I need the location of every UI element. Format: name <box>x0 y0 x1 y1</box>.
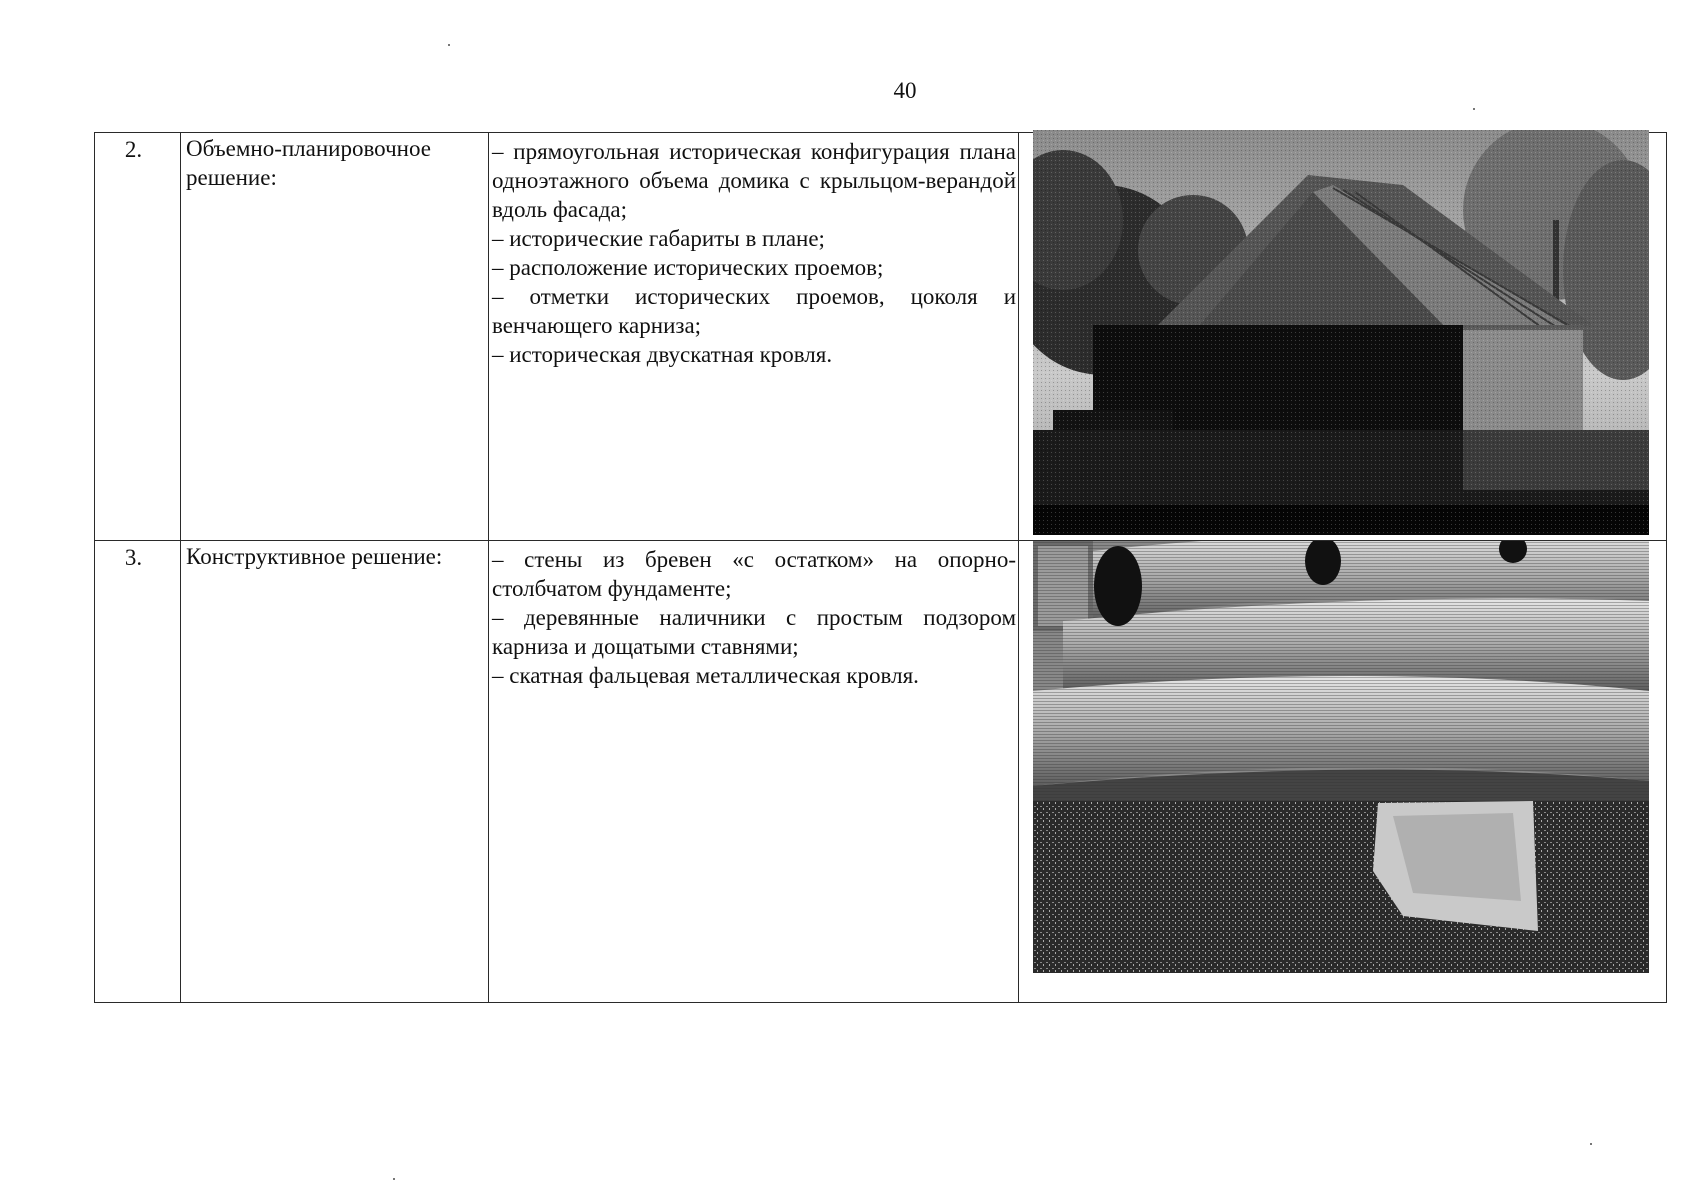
row-number: 3. <box>124 545 143 570</box>
feature-name-cell: Конструктивное решение: <box>181 541 489 1003</box>
list-item: – деревянные наличники с простым подзором карниза и дощатыми ставнями; <box>492 605 1016 659</box>
feature-description-cell <box>489 133 1019 541</box>
row-number-cell <box>95 541 181 1003</box>
log-wall-photo-icon <box>1033 541 1649 973</box>
feature-description-cell <box>489 541 1019 1003</box>
list-item: – исторические габариты в плане; <box>492 226 825 251</box>
page-number: 40 <box>893 78 917 103</box>
table-row <box>95 541 1667 1003</box>
list-item: – стены из бревен «с остатком» на опорно-столбчатом фундаменте; <box>492 547 1016 601</box>
photo-cell <box>1019 133 1667 541</box>
list-item: – историческая двускатная кровля. <box>492 342 833 367</box>
row-number-cell <box>95 133 181 541</box>
protected-features-table <box>94 132 1667 1003</box>
house-photo-icon <box>1033 130 1649 535</box>
feature-name-cell: Объемно-планировочное решение: <box>181 133 489 541</box>
scan-speck <box>1590 1143 1592 1145</box>
list-item: – отметки исторических проемов, цоколя и венчающего карниза; <box>492 284 1016 338</box>
list-item: – прямоугольная историческая конфигурация плана одноэтажного объема домика с крыльцом-верандой вдоль фасада; <box>492 139 1016 222</box>
list-item: – скатная фальцевая металлическая кровля. <box>492 663 919 688</box>
scan-speck <box>393 1178 395 1180</box>
row-number: 2. <box>124 137 143 162</box>
list-item: – расположение исторических проемов; <box>492 255 884 280</box>
photo-cell <box>1019 541 1667 1003</box>
scan-speck <box>448 44 450 46</box>
table-row <box>95 133 1667 541</box>
scan-speck <box>1473 108 1475 110</box>
